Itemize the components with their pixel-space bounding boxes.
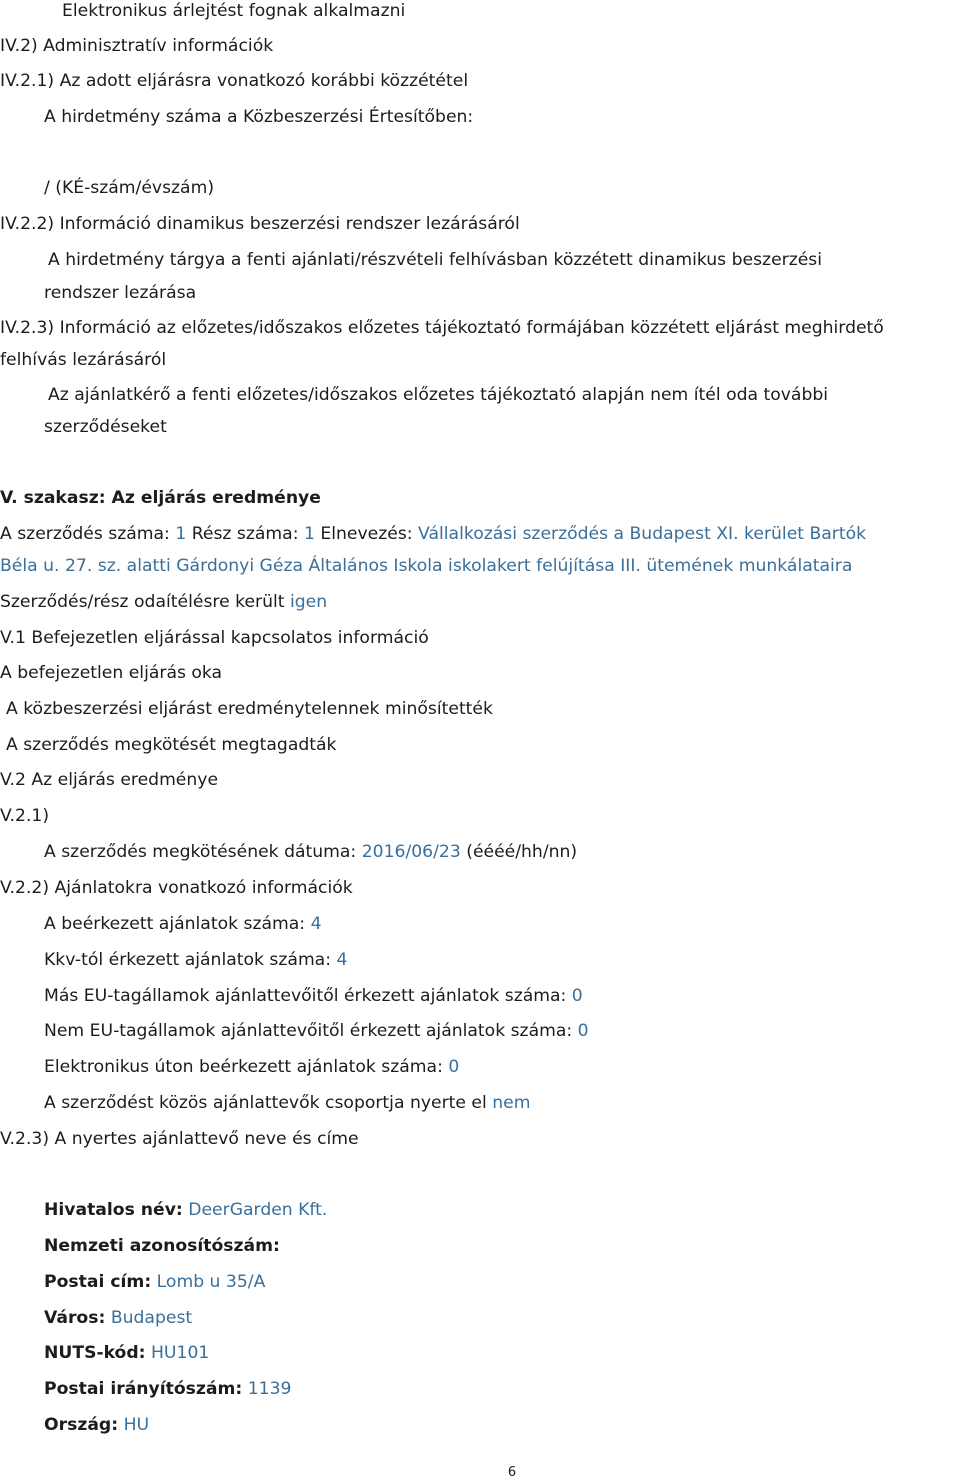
winner-value: 1139: [247, 1379, 292, 1399]
awarded-line: [0, 591, 327, 613]
section-heading: IV.2) Adminisztratív információk: [0, 36, 274, 56]
winner-label: Nemzeti azonosítószám:: [44, 1236, 280, 1256]
offer-value: 4: [336, 950, 348, 970]
awarded-label: Szerződés/rész odaítélésre került: [0, 592, 285, 612]
text-line: / (KÉ-szám/évszám): [44, 178, 215, 198]
contract-date-label: A szerződés megkötésének dátuma:: [44, 842, 357, 862]
winner-label: Postai cím:: [44, 1272, 152, 1292]
winner-label: NUTS-kód:: [44, 1343, 146, 1363]
winner-label: Ország:: [44, 1415, 119, 1435]
section-title: V. szakasz: Az eljárás eredménye: [0, 488, 321, 508]
awarded-value: igen: [289, 592, 328, 612]
section-heading: V.2.2) Ajánlatokra vonatkozó információk: [0, 878, 353, 898]
text-line: szerződéseket: [44, 417, 167, 437]
part-number-label: Rész száma:: [191, 524, 299, 544]
winner-value: DeerGarden Kft.: [188, 1200, 328, 1220]
offer-label: Más EU-tagállamok ajánlattevőitől érkezett ajánlatok száma:: [44, 986, 567, 1006]
offer-label: Nem EU-tagállamok ajánlattevőitől érkezett ajánlatok száma:: [44, 1021, 573, 1041]
winner-line: [44, 1199, 327, 1221]
contract-date-line: [44, 841, 577, 863]
page-number: 6: [507, 1465, 517, 1480]
section-heading: V.2 Az eljárás eredménye: [0, 770, 219, 790]
text-line: Az ajánlatkérő a fenti előzetes/időszakos előzetes tájékoztató alapján nem ítél oda további: [48, 385, 829, 405]
offer-value: 0: [448, 1057, 460, 1077]
contract-number-label: A szerződés száma:: [0, 524, 170, 544]
offer-label: Elektronikus úton beérkezett ajánlatok száma:: [44, 1057, 443, 1077]
offer-label: Kkv-tól érkezett ajánlatok száma:: [44, 950, 332, 970]
section-heading: IV.2.3) Információ az előzetes/időszakos előzetes tájékoztató formájában közzétett eljárást meghirdető: [0, 318, 884, 338]
text-line: rendszer lezárása: [44, 283, 197, 303]
offer-line: [44, 1092, 530, 1114]
offer-label: A szerződést közös ajánlattevők csoportja nyerte el: [44, 1093, 487, 1113]
contract-line: [0, 523, 866, 545]
contract-name-continuation: Béla u. 27. sz. alatti Gárdonyi Géza Általános Iskola iskolakert felújítása III. ütemének munkálataira: [0, 556, 853, 576]
offer-value: 0: [577, 1021, 589, 1041]
section-heading: V.2.3) A nyertes ajánlattevő neve és címe: [0, 1129, 359, 1149]
text-line: A szerződés megkötését megtagadták: [6, 735, 337, 755]
section-heading: IV.2.1) Az adott eljárásra vonatkozó korábbi közzététel: [0, 71, 469, 91]
text-line: A hirdetmény tárgya a fenti ajánlati/részvételi felhívásban közzétett dinamikus beszerzési: [48, 250, 823, 270]
offer-value: 0: [571, 986, 583, 1006]
contract-date-value: 2016/06/23: [361, 842, 461, 862]
winner-line: [44, 1271, 265, 1293]
winner-value: HU: [123, 1415, 150, 1435]
section-heading: V.1 Befejezetlen eljárással kapcsolatos információ: [0, 628, 429, 648]
offer-value: 4: [310, 914, 322, 934]
winner-line: [44, 1307, 192, 1329]
contract-number-value: 1: [175, 524, 187, 544]
text-line: A hirdetmény száma a Közbeszerzési Értesítőben:: [44, 107, 474, 127]
section-heading: V.2.1): [0, 806, 50, 826]
part-number-value: 1: [303, 524, 315, 544]
contract-date-format: (éééé/hh/nn): [466, 842, 578, 862]
winner-line: [44, 1235, 280, 1257]
contract-name-value: Vállalkozási szerződés a Budapest XI. kerület Bartók: [418, 524, 867, 544]
text-line: A befejezetlen eljárás oka: [0, 663, 223, 683]
offer-line: [44, 949, 347, 971]
winner-line: [44, 1378, 291, 1400]
winner-label: Hivatalos név:: [44, 1200, 183, 1220]
winner-value: HU101: [151, 1343, 210, 1363]
offer-value: nem: [492, 1093, 531, 1113]
offer-line: [44, 913, 322, 935]
section-heading: felhívás lezárásáról: [0, 350, 167, 370]
winner-value: Lomb u 35/A: [156, 1272, 266, 1292]
offer-label: A beérkezett ajánlatok száma:: [44, 914, 306, 934]
text-line: Elektronikus árlejtést fognak alkalmazni: [62, 1, 406, 21]
winner-value: Budapest: [110, 1308, 193, 1328]
offer-line: [44, 985, 583, 1007]
offer-line: [44, 1056, 459, 1078]
text-line: A közbeszerzési eljárást eredménytelennek minősítették: [6, 699, 493, 719]
winner-line: [44, 1414, 149, 1436]
offer-line: [44, 1020, 589, 1042]
winner-line: [44, 1342, 209, 1364]
winner-label: Postai irányítószám:: [44, 1379, 243, 1399]
contract-name-label: Elnevezés:: [320, 524, 413, 544]
section-heading: IV.2.2) Információ dinamikus beszerzési rendszer lezárásáról: [0, 214, 520, 234]
winner-label: Város:: [44, 1308, 106, 1328]
